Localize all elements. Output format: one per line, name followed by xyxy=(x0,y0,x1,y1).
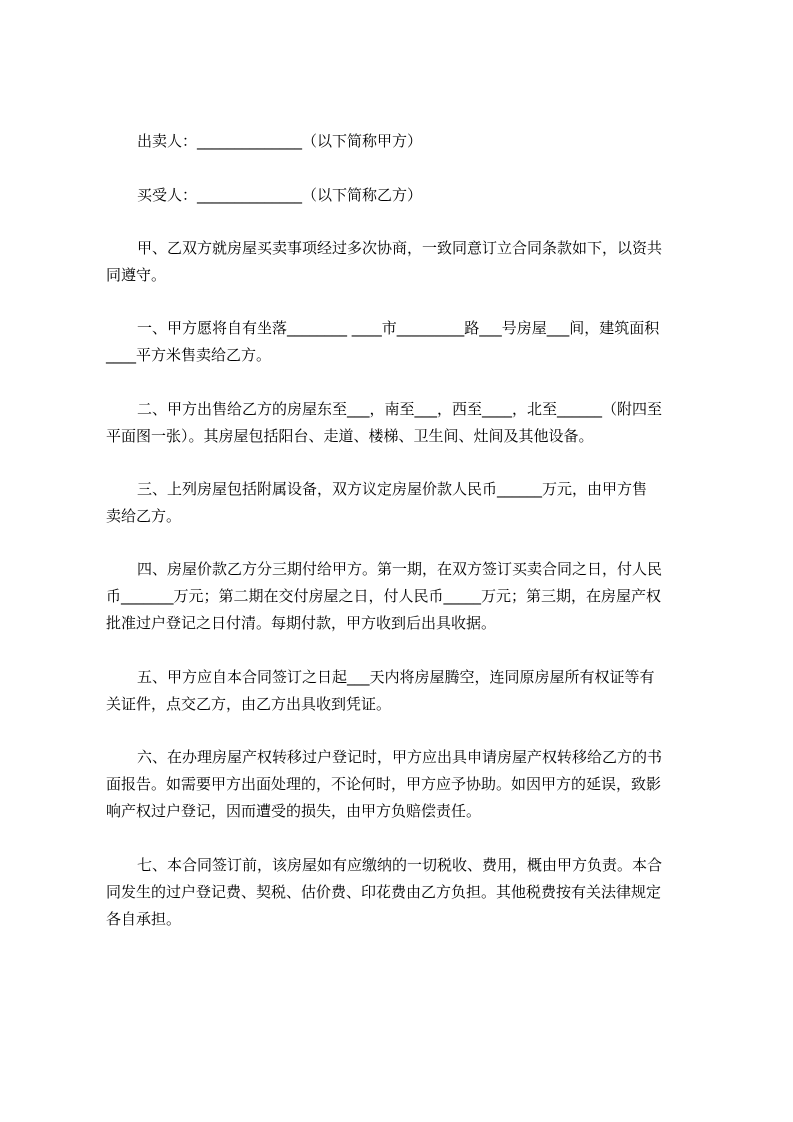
intro-line-2: 同遵守。 xyxy=(106,266,167,284)
intro-line-1: 甲、乙双方就房屋买卖事项经过多次协商，一致同意订立合同条款如下，以资共 xyxy=(137,239,663,257)
clause-6-line-3: 响产权过户登记，因而遭受的损失，由甲方负赔偿责任。 xyxy=(106,802,482,820)
clause-5-line-1: 五、甲方应自本合同签订之日起___天内将房屋腾空，连同原房屋所有权证等有 xyxy=(137,668,655,686)
clause-2-line-1: 二、甲方出售给乙方的房屋东至___，南至___，西至____，北至______（附四至 xyxy=(137,400,663,418)
clause-1-line-2: ____平方米售卖给乙方。 xyxy=(106,346,272,364)
seller-line: 出卖人：______________（以下简称甲方） xyxy=(137,132,423,150)
clause-4-line-1: 四、房屋价款乙方分三期付给甲方。第一期，在双方签订买卖合同之日，付人民 xyxy=(137,560,663,578)
clause-1-line-1: 一、甲方愿将自有坐落________ ____市_________路___号房屋___间，建筑面积 xyxy=(137,319,660,337)
clause-3-line-2: 卖给乙方。 xyxy=(106,507,182,525)
clause-3-line-1: 三、上列房屋包括附属设备，双方议定房屋价款人民币______万元，由甲方售 xyxy=(137,480,648,498)
clause-5-line-2: 关证件，点交乙方，由乙方出具收到凭证。 xyxy=(106,695,392,713)
clause-4-line-3: 批准过户登记之日付清。每期付款，甲方收到后出具收据。 xyxy=(106,614,497,632)
clause-7-line-2: 同发生的过户登记费、契税、估价费、印花费由乙方负担。其他税费按有关法律规定 xyxy=(106,883,662,901)
clause-6-line-1: 六、在办理房屋产权转移过户登记时，甲方应出具申请房屋产权转移给乙方的书 xyxy=(137,748,663,766)
clause-7-line-1: 七、本合同签订前，该房屋如有应缴纳的一切税收、费用，概由甲方负责。本合 xyxy=(137,856,663,874)
clause-6-line-2: 面报告。如需要甲方出面处理的，不论何时，甲方应予协助。如因甲方的延误，致影 xyxy=(106,775,662,793)
clause-4-line-2: 币_______万元；第二期在交付房屋之日，付人民币_____万元；第三期，在房屋产权 xyxy=(106,587,662,605)
buyer-line: 买受人：______________（以下简称乙方） xyxy=(137,186,423,204)
clause-7-line-3: 各自承担。 xyxy=(106,910,182,928)
clause-2-line-2: 平面图一张）。其房屋包括阳台、走道、楼梯、卫生间、灶间及其他设备。 xyxy=(106,427,594,445)
